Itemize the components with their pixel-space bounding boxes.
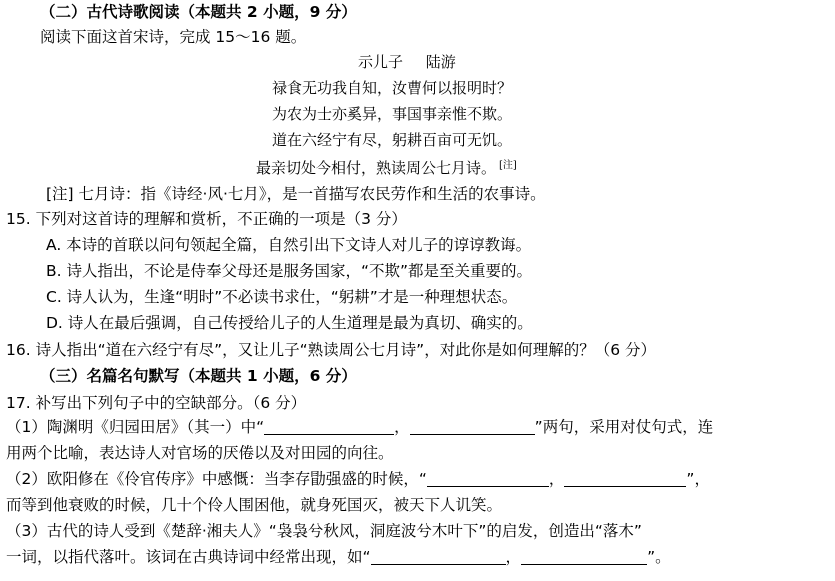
- q15-stem: 15. 下列对这首诗的理解和赏析，不正确的一项是（3 分）: [6, 210, 407, 228]
- q17-part1-line1: [6, 417, 713, 437]
- q17-part2-separator: ，: [548, 470, 565, 488]
- q17-part3-blank-1[interactable]: [371, 548, 506, 565]
- q17-part1-suffix: ”两句，采用对仗句式，连: [534, 418, 714, 436]
- q17-part2-line2: 而等到他衰败的时候，几十个伶人围困他，就身死国灭，被天下人讥笑。: [6, 496, 503, 514]
- poem-line-4: [256, 156, 517, 178]
- q17-part3-line1: （3）古代的诗人受到《楚辞·湘夫人》“袅袅兮秋风，洞庭波兮木叶下”的启发，创造出“落木”: [6, 522, 642, 540]
- poem-title-text: 示儿子: [358, 53, 404, 71]
- section3-heading: （三）名篇名句默写（本题共 1 小题，6 分）: [40, 367, 357, 385]
- section2-heading: （二）古代诗歌阅读（本题共 2 小题，9 分）: [40, 3, 357, 21]
- q17-part1-prefix: （1）陶渊明《归园田居》（其一）中“: [6, 418, 265, 436]
- poem-line-1: 禄食无功我自知，汝曹何以报明时？: [272, 79, 513, 97]
- q17-part1-line2: 用两个比喻，表达诗人对官场的厌倦以及对田园的向往。: [6, 444, 394, 462]
- q17-part3-prefix: 一词，以指代落叶。该词在古典诗词中经常出现，如“: [6, 548, 371, 566]
- poem-note-mark: [注]: [499, 160, 517, 171]
- poem-line-2: 为农为士亦奚异，事国事亲惟不欺。: [272, 105, 513, 123]
- q17-part2-blank-2[interactable]: [564, 470, 686, 487]
- q17-part3-separator: ，: [505, 548, 522, 566]
- q17-part3-line2: [6, 547, 671, 567]
- q17-part1-separator: ，: [394, 418, 410, 436]
- poem-note: [注] 七月诗：指《诗经·风·七月》，是一首描写农民劳作和生活的农事诗。: [46, 185, 546, 203]
- q15-option-c: C. 诗人认为，生逢“明时”不必读书求仕，“躬耕”才是一种理想状态。: [46, 288, 518, 306]
- q17-part2-prefix: （2）欧阳修在《伶官传序》中感慨：当李存勖强盛的时候，“: [6, 470, 427, 488]
- q15-option-b: B. 诗人指出，不论是侍奉父母还是服务国家，“不欺”都是至关重要的。: [46, 262, 533, 280]
- q17-part2-line1: [6, 469, 710, 489]
- q17-part1-blank-2[interactable]: [410, 418, 535, 435]
- q17-stem: 17. 补写出下列句子中的空缺部分。（6 分）: [6, 394, 307, 412]
- reading-intro: 阅读下面这首宋诗，完成 15～16 题。: [40, 28, 307, 46]
- poem-line-4-text: 最亲切处今相付，熟读周公七月诗。: [256, 159, 497, 177]
- poem-title: [358, 52, 456, 72]
- q15-option-a: A. 本诗的首联以问句领起全篇，自然引出下文诗人对儿子的谆谆教诲。: [46, 236, 532, 254]
- q17-part1-blank-1[interactable]: [264, 418, 394, 435]
- q16-stem: 16. 诗人指出“道在六经宁有尽”，又让儿子“熟读周公七月诗”，对此你是如何理解的？（6 分）: [6, 341, 656, 359]
- poem-line-3: 道在六经宁有尽，躬耕百亩可无饥。: [272, 131, 513, 149]
- q17-part3-end: ”。: [647, 548, 671, 566]
- poem-author: 陆游: [425, 53, 456, 71]
- q15-option-d: D. 诗人在最后强调，自己传授给儿子的人生道理是最为真切、确实的。: [46, 314, 533, 332]
- q17-part3-blank-2[interactable]: [521, 548, 647, 565]
- q17-part2-end: ”，: [686, 470, 710, 488]
- q17-part2-blank-1[interactable]: [427, 470, 549, 487]
